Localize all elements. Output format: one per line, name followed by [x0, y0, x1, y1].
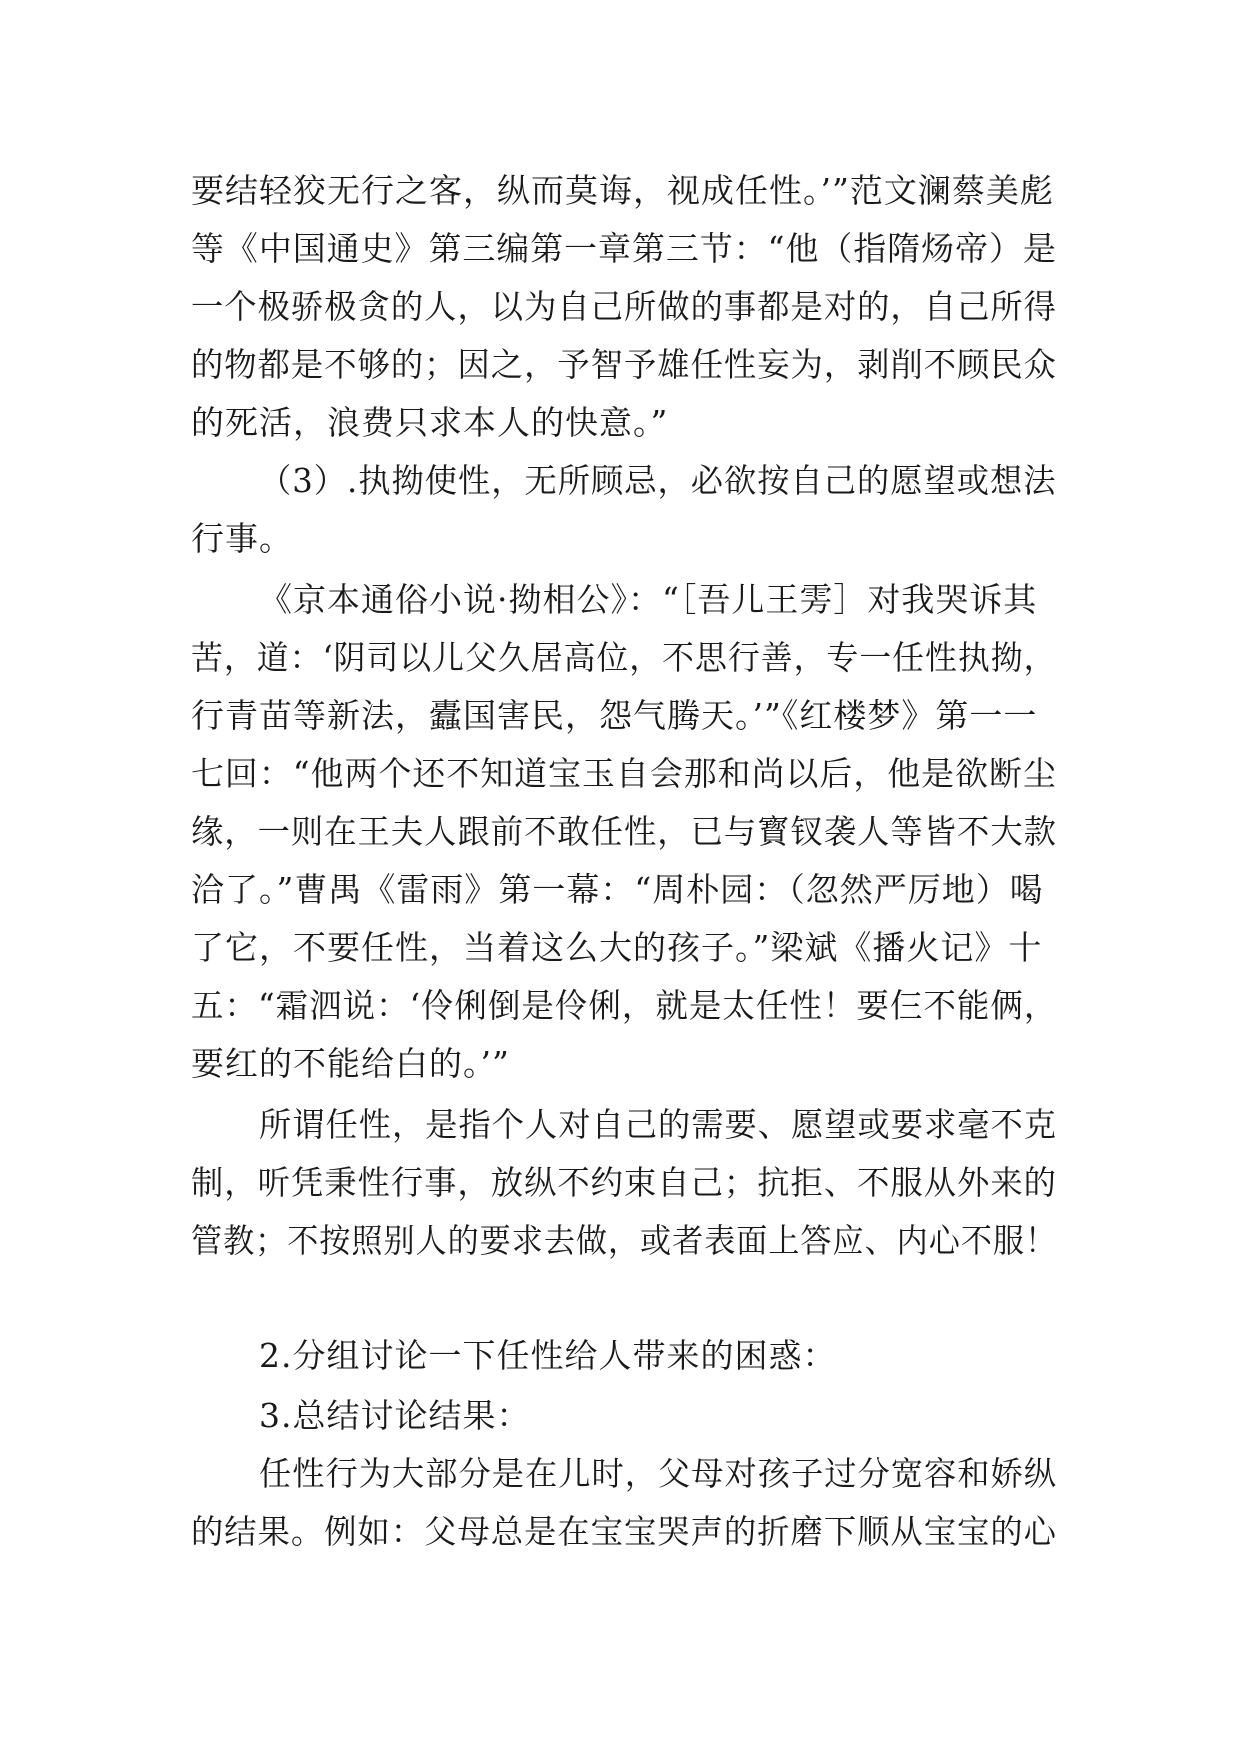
text-line: 《京本通俗小说·拗相公》：“［吾儿王雱］对我哭诉其 [259, 580, 1038, 619]
text-line: 缘，一则在王夫人跟前不敢任性，已与寳钗袭人等皆不大款 [191, 812, 1057, 851]
text-line: 行事。 [191, 519, 293, 558]
text-line: 的结果。例如：父母总是在宝宝哭声的折磨下顺从宝宝的心 [191, 1512, 1057, 1551]
text-line: 等《中国通史》第三编第一章第三节：“他（指隋炀帝）是 [191, 229, 1057, 268]
text-line: 要红的不能给白的。’” [191, 1044, 510, 1083]
text-line: 要结轻狡无行之客，纵而莫诲，视成任性。’”范文澜蔡美彪 [191, 171, 1054, 210]
text-line: 五：“霜泗说：‘伶俐倒是伶俐，就是太任性！要仨不能俩， [191, 986, 1058, 1025]
list-item: 3.总结讨论结果： [259, 1396, 531, 1435]
text-line: 洽了。”曹禺《雷雨》第一幕：“周朴园：（忽然严厉地）喝 [191, 870, 1044, 909]
text-line: 所谓任性，是指个人对自己的需要、愿望或要求毫不克 [259, 1105, 1057, 1144]
text-line: 行青苗等新法，蠹国害民，怨气腾天。’”《红楼梦》第一一 [191, 696, 1038, 735]
list-item: 2.分组讨论一下任性给人带来的困惑： [259, 1336, 837, 1375]
text-line: 的死活，浪费只求本人的快意。” [191, 403, 669, 442]
text-line: （3）.执拗使性，无所顾忌，必欲按自己的愿望或想法 [259, 461, 1057, 500]
text-line: 了它，不要任性，当着这么大的孩子。”梁斌《播火记》十 [191, 928, 1043, 967]
text-line: 一个极骄极贪的人，以为自己所做的事都是对的，自己所得 [191, 287, 1057, 326]
text-line: 任性行为大部分是在儿时，父母对孩子过分宽容和娇纵 [259, 1454, 1057, 1493]
text-line: 七回：“他两个还不知道宝玉自会那和尚以后，他是欲断尘 [191, 754, 1057, 793]
text-line: 的物都是不够的；因之，予智予雄任性妄为，剥削不顾民众 [191, 345, 1057, 384]
text-line: 苦，道：‘阴司以儿父久居高位，不思行善，专一任性执拗， [191, 638, 1057, 677]
text-line: 管教；不按照别人的要求去做，或者表面上答应、内心不服！ [191, 1221, 1058, 1260]
text-line: 制，听凭秉性行事，放纵不约束自己；抗拒、不服从外来的 [191, 1163, 1057, 1202]
